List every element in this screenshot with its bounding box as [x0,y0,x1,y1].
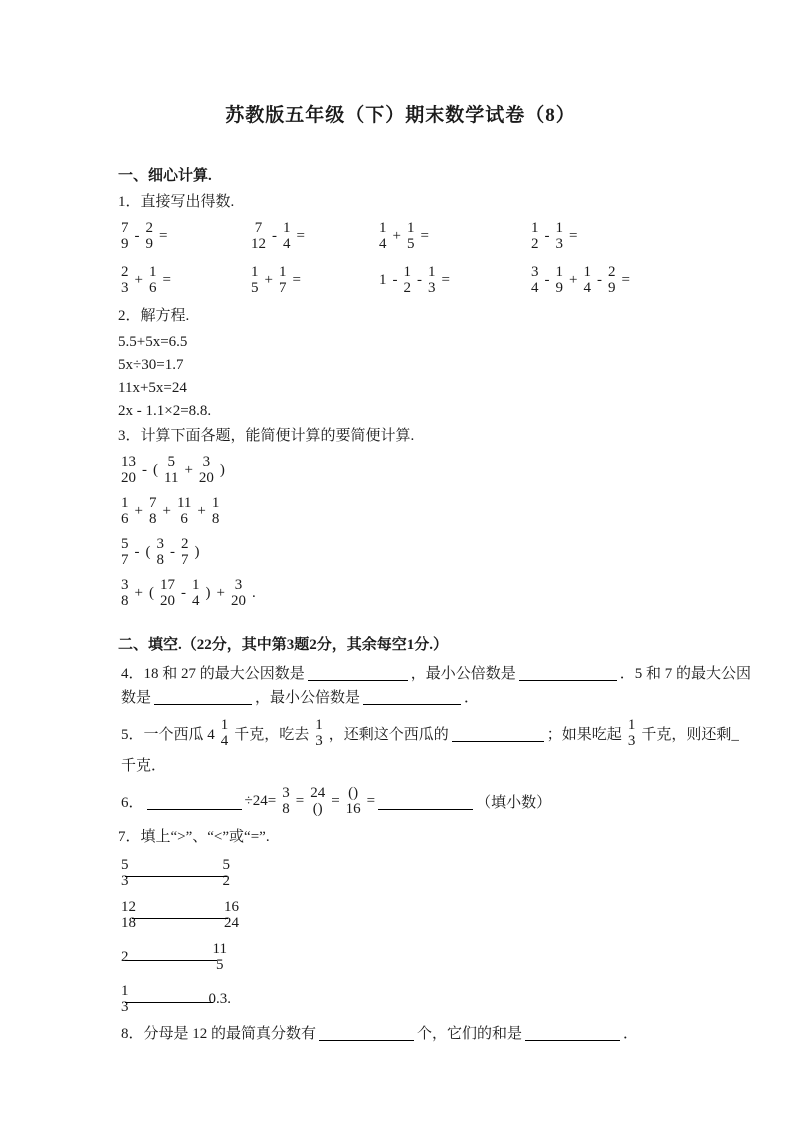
fraction [120,983,130,1015]
fraction-denominator: 3 [627,733,636,749]
fraction-denominator: 4 [191,593,200,609]
fraction-numerator: 2 [145,220,153,236]
fraction-denominator: 6 [148,280,157,296]
fraction-denominator: 8 [156,552,164,568]
text: - [170,543,175,560]
fraction-numerator: 7 [121,220,129,236]
fraction-numerator: 1 [278,264,287,280]
fraction [427,264,437,296]
fraction [120,857,130,889]
fraction-numerator: 1 [531,220,539,236]
text: = [420,227,429,244]
fraction [120,264,130,296]
blank-line [378,792,473,810]
fraction-denominator: 5 [251,280,259,296]
fraction-numerator: 7 [254,220,263,236]
q7-label: 7．填上“>”、“<”或“=”. [118,829,270,845]
fraction-numerator: 1 [428,264,436,280]
fraction [148,495,158,527]
fraction-numerator: 7 [148,495,157,511]
fraction [403,264,413,296]
fraction [180,536,190,568]
fraction [212,941,228,973]
equation-line: 5.5+5x=6.5 [118,334,188,350]
text: 0.3. [208,990,231,1007]
fraction-numerator: 1 [121,495,129,511]
fraction-denominator: 8 [282,801,290,817]
fraction-numerator: 3 [282,785,290,801]
text: - [142,461,147,478]
fraction-denominator: 16 [345,801,361,817]
q7-compare-row [118,852,703,894]
text: - [544,271,550,288]
fraction-numerator: 2 [121,264,129,280]
text: 6． [121,794,144,811]
text: - [180,584,186,601]
fraction-denominator: 7 [121,552,129,568]
text: = [569,227,578,244]
fraction [250,264,260,296]
section-2-heading: 二、填空.（22分，其中第3题2分，其余每空1分.） [118,637,449,653]
text: ÷24= [244,792,277,809]
text: ，最小公倍数是 [255,689,361,706]
text: ( [145,543,151,560]
text: 数是 [121,689,152,706]
blank-line [308,663,408,681]
text: + [264,271,273,288]
text: ) [194,543,200,560]
fraction-numerator: () [348,785,359,801]
q7-compare-row [118,978,703,1020]
text: . [251,584,256,601]
text: - [392,271,398,288]
q1-cell [528,261,703,299]
fraction-numerator: 17 [159,577,175,593]
fraction [191,577,201,609]
equation-line: 5x÷30=1.7 [118,357,184,373]
text: 1 [379,271,387,288]
fraction [163,454,179,486]
blank-line [519,663,617,681]
fraction [220,717,230,749]
fraction [378,220,388,252]
q3-expression [118,451,703,489]
blank-line [319,1023,414,1041]
fraction-numerator: 11 [212,941,227,957]
equation-line: 11x+5x=24 [118,380,187,396]
text: ．5 和 7 的最大公因 [619,665,752,682]
fraction-denominator: 3 [121,873,129,889]
text: ) [205,584,211,601]
fraction-numerator: 1 [583,264,591,280]
text: - [417,271,422,288]
fraction-numerator: 1 [379,220,387,236]
fraction-denominator: () [312,801,323,817]
fraction-denominator: 3 [121,280,129,296]
fraction [222,857,232,889]
fraction [582,264,592,296]
fraction [406,220,416,252]
blank-line [154,687,252,705]
fraction [148,264,158,296]
fraction [278,264,288,296]
fraction-numerator: 24 [310,785,326,801]
text: - [134,543,140,560]
fraction-numerator: 1 [191,577,200,593]
q4-line-2 [118,684,703,708]
q1-label: 1．直接写出得数. [118,194,235,210]
fraction-denominator: 2 [403,280,411,296]
fraction [309,785,326,817]
fraction-numerator: 3 [121,577,129,593]
fraction-numerator: 1 [220,717,229,733]
text: = [441,271,450,288]
text: ) [219,461,225,478]
fraction-denominator: 4 [283,236,291,252]
fraction-numerator: 5 [121,857,129,873]
text: ( [148,584,154,601]
fraction-numerator: 3 [202,454,211,470]
fraction [120,495,130,527]
fraction [607,264,617,296]
text: + [197,502,206,519]
text: = [295,792,305,809]
blank-line [147,792,242,810]
fraction-denominator: 2 [531,236,539,252]
q3-expression [118,492,703,530]
text: 5．一个西瓜 4 [121,726,215,743]
fraction-denominator: 20 [198,470,214,486]
fraction [282,220,292,252]
blank-line [525,1023,620,1041]
q5-line-1 [118,714,739,752]
text: + [134,584,143,601]
text: 2 [121,948,129,965]
fraction-denominator: 8 [211,511,220,527]
fraction [159,577,176,609]
fraction-numerator: 1 [315,717,323,733]
fraction [211,495,221,527]
text: 千克，则还剩_ [641,726,739,743]
fraction-denominator: 4 [531,280,539,296]
q3-label: 3．计算下面各题，能简便计算的要简便计算. [118,428,415,444]
fraction-denominator: 8 [148,511,157,527]
q3-expression [118,533,703,571]
fraction-denominator: 7 [181,552,189,568]
fraction-denominator: 4 [220,733,229,749]
text: - [544,227,550,244]
q1-cell [248,261,376,299]
text: 8．分母是 12 的最简真分数有 [121,1025,317,1042]
fraction [156,536,166,568]
fraction-numerator: 5 [167,454,175,470]
text: + [569,271,578,288]
fraction-denominator: 18 [121,915,136,931]
fraction-numerator: 1 [251,264,259,280]
fraction-denominator: 6 [121,511,129,527]
fraction-denominator: 20 [159,593,175,609]
answer-line [132,918,228,919]
fraction-numerator: 1 [148,264,157,280]
q1-cell [376,261,528,299]
fraction-denominator: 9 [555,280,563,296]
q1-cell [118,217,248,255]
text: = [296,227,305,244]
fraction-numerator: 3 [531,264,539,280]
fraction-numerator: 2 [607,264,616,280]
fraction-denominator: 4 [583,280,591,296]
text: + [162,502,171,519]
fraction [198,454,215,486]
fraction [120,536,130,568]
fraction-numerator: 1 [211,495,220,511]
fraction [176,495,192,527]
text: ． [623,1025,639,1042]
fraction-numerator: 1 [403,264,411,280]
text: + [392,227,401,244]
fraction-denominator: 7 [278,280,287,296]
fraction [314,717,324,749]
fraction-numerator: 1 [627,717,636,733]
fraction-denominator: 5 [215,957,224,973]
fraction-numerator: 1 [555,220,563,236]
fraction [120,454,137,486]
text: ，最小公倍数是 [410,665,516,682]
fraction-numerator: 1 [121,983,129,999]
text: （填小数） [476,794,552,811]
fraction [230,577,247,609]
fraction [223,899,240,931]
fraction-denominator: 24 [224,915,239,931]
fraction [120,899,137,931]
fraction-numerator: 13 [121,454,136,470]
text: 4．18 和 27 的最大公因数是 [121,665,305,682]
fraction-numerator: 2 [181,536,189,552]
page-title: 苏教版五年级（下）期末数学试卷（8） [225,105,576,126]
fraction-numerator: 1 [555,264,563,280]
text: + [134,271,143,288]
fraction-denominator: 20 [121,470,136,486]
fraction [250,220,267,252]
text: = [162,271,171,288]
q1-row-2 [118,261,703,299]
fraction [530,220,540,252]
fraction [145,220,155,252]
q7-compare-row [118,936,703,978]
fraction-denominator: 3 [428,280,436,296]
text: ，还剩这个西瓜的 [328,726,449,743]
q1-cell [118,261,248,299]
q1-row-1 [118,217,703,255]
fraction-numerator: 16 [224,899,239,915]
fraction-denominator: 2 [222,873,230,889]
fraction-denominator: 9 [607,280,616,296]
text: 千克，吃去 [234,726,310,743]
fraction-numerator: 5 [222,857,230,873]
fraction-numerator: 3 [234,577,243,593]
text: ． [464,689,480,706]
text: - [134,227,140,244]
q1-cell [248,217,376,255]
q3-expression [118,574,703,612]
blank-line [363,687,461,705]
fraction-denominator: 11 [164,470,179,486]
text: = [331,792,340,809]
answer-line [125,960,217,961]
text: 千克． [121,757,167,774]
fraction-denominator: 6 [180,511,188,527]
fraction-denominator: 9 [121,236,129,252]
q6-line [118,782,703,820]
fraction-numerator: 1 [283,220,291,236]
text: ( [153,461,158,478]
text: = [621,271,630,288]
text: - [596,271,602,288]
fraction [345,785,362,817]
fraction-denominator: 4 [379,236,387,252]
fraction-numerator: 3 [156,536,164,552]
fraction-denominator: 3 [555,236,563,252]
fraction-denominator: 9 [145,236,153,252]
fraction [555,264,565,296]
q1-cell [528,217,703,255]
answer-line [125,876,227,877]
text: 个，它们的和是 [417,1025,523,1042]
text: = [159,227,168,244]
text: = [366,792,376,809]
fraction [120,577,130,609]
fraction-denominator: 5 [406,236,415,252]
text: + [184,461,193,478]
fraction-numerator: 11 [176,495,192,511]
text: + [134,502,143,519]
fraction-denominator: 3 [121,999,129,1015]
fraction [530,264,540,296]
fraction [627,717,637,749]
text: + [216,584,225,601]
blank-line [452,724,544,742]
answer-line [125,1002,213,1003]
q1-cell [376,217,528,255]
fraction-denominator: 20 [230,593,246,609]
q7-compare-row [118,894,703,936]
fraction [120,220,130,252]
fraction-denominator: 3 [315,733,323,749]
section-1-heading: 一、细心计算. [118,168,212,184]
fraction [555,220,565,252]
fraction-numerator: 5 [121,536,129,552]
q2-label: 2．解方程. [118,308,190,324]
q5-line-2 [118,752,703,776]
fraction [281,785,291,817]
q8-line [118,1020,703,1044]
text: ；如果吃起 [546,726,622,743]
text: - [272,227,277,244]
fraction-numerator: 1 [406,220,415,236]
equation-line: 2x - 1.1×2=8.8. [118,403,212,419]
fraction-denominator: 8 [121,593,129,609]
q4-line-1 [118,660,752,684]
fraction-denominator: 12 [251,236,266,252]
fraction-numerator: 12 [121,899,136,915]
text: = [292,271,301,288]
